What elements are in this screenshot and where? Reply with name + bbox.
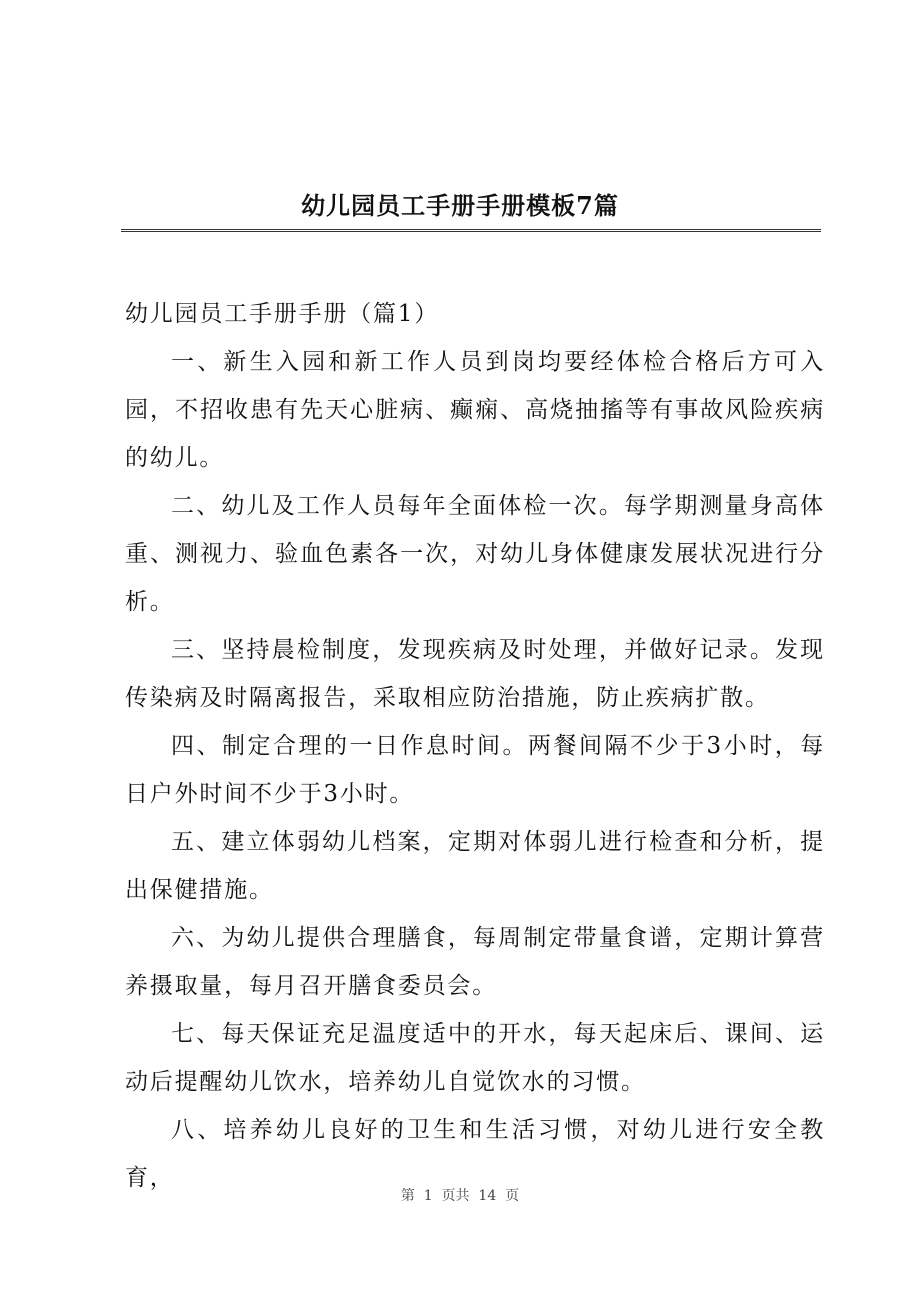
- document-body: [125, 290, 825, 1202]
- paragraph-7: 七、每天保证充足温度适中的开水，每天起床后、课间、运动后提醒幼儿饮水，培养幼儿自觉饮水的习惯。: [125, 1021, 825, 1095]
- paragraph-4: 四、制定合理的一日作息时间。两餐间隔不少于3小时，每日户外时间不少于3小时。: [125, 733, 825, 807]
- document-title: 幼儿园员工手册手册模板7篇: [301, 191, 619, 220]
- paragraph-1: 一、新生入园和新工作人员到岗均要经体检合格后方可入园，不招收患有先天心脏病、癫痫、高烧抽搐等有事故风险疾病的幼儿。: [125, 349, 825, 471]
- title-divider: [121, 229, 821, 232]
- paragraph-5: 五、建立体弱幼儿档案，定期对体弱儿进行检查和分析，提出保健措施。: [125, 829, 825, 903]
- section-heading: 幼儿园员工手册手册（篇1）: [125, 301, 440, 327]
- paragraph-6: 六、为幼儿提供合理膳食，每周制定带量食谱，定期计算营养摄取量，每月召开膳食委员会。: [125, 925, 825, 999]
- paragraph-8: 八、培养幼儿良好的卫生和生活习惯，对幼儿进行安全教育，: [125, 1117, 825, 1191]
- paragraph-2: 二、幼儿及工作人员每年全面体检一次。每学期测量身高体重、测视力、验血色素各一次，对幼儿身体健康发展状况进行分析。: [125, 493, 825, 615]
- paragraph-3: 三、坚持晨检制度，发现疾病及时处理，并做好记录。发现传染病及时隔离报告，采取相应防治措施，防止疾病扩散。: [125, 637, 825, 711]
- page-number-footer: 第 1 页共 14 页: [400, 1188, 520, 1204]
